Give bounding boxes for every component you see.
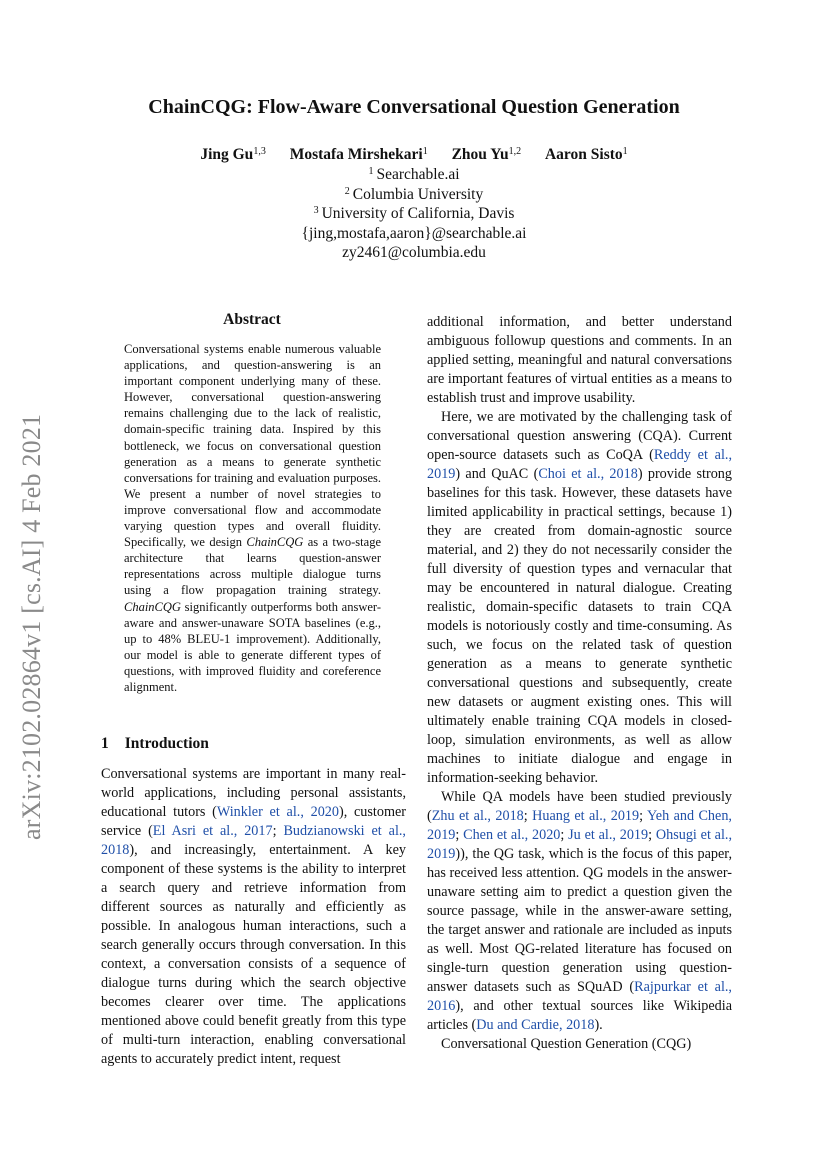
citation-link[interactable]: Du and Cardie, 2018 bbox=[476, 1017, 595, 1033]
citation-link[interactable]: Ohsugi et al., 2019 bbox=[427, 827, 733, 862]
citation-link[interactable]: El Asri et al., 2017 bbox=[152, 823, 273, 839]
author: Mostafa Mirshekari$^1$ bbox=[289, 146, 428, 163]
intro-paragraph: Conversational systems are important in many real-world applications, including personal assistants, educational tutors (Winkler et al., 2020), customer service (El Asri et al., 2017; Budzianowski et al., 2018), and increasingly, entertainment. A key component of these systems is the ability to interpret a search query and retrieve information from different sources as naturally and efficiently as possible. In analogous human interactions, such a search generally occurs through conversation. In this context, a conversation consists of a sequence of dialogue turns during which the search objective becomes clearer over time. The applications mentioned above could benefit greatly from this type of multi-turn interaction, enabling conversational agents to accurately predict intent, request bbox=[101, 766, 406, 1067]
author: Aaron Sisto$^1$ bbox=[544, 146, 628, 163]
paragraph: additional information, and better understand ambiguous followup questions and comments. In an applied setting, meaningful and natural conversations are important features of virtual entities as a means to establish trust and improve usability. bbox=[427, 314, 732, 406]
citation-link[interactable]: Winkler et al., 2020 bbox=[216, 804, 339, 820]
citation-link[interactable]: Rajpurkar et al., 2016 bbox=[427, 979, 732, 1014]
paragraph: Conversational Question Generation (CQG) bbox=[441, 1036, 692, 1052]
citation-link[interactable]: Budzianowski et al., 2018 bbox=[101, 823, 406, 858]
paper-title: ChainCQG: Flow-Aware Conversational Question Generation bbox=[148, 96, 680, 118]
citation-link[interactable]: Yeh and Chen, 2019 bbox=[427, 808, 732, 843]
author-list bbox=[0, 145, 828, 165]
abstract-body: Conversational systems enable numerous valuable applications, and question-answering is an important component underlying many of these. However, conversational question-answering remains challenging due to the lack of realistic, domain-specific training data. Inspired by this bottleneck, we focus on conversational question generation as a means to generate synthetic conversations for training and evaluation purposes. We present a number of novel strategies to improve conversational flow and accommodate varying question types and overall fluidity. Specifically, we design ChainCQG as a two-stage architecture that learns question-answer representations across multiple dialogue turns using a flow propagation training strategy. ChainCQG significantly outperforms both answer-aware and answer-unaware SOTA baselines (e.g., up to 48% BLEU-1 improvement). Additionally, our model is able to generate different types of questions, with improved fluidity and coreference alignment. bbox=[124, 342, 381, 694]
affiliation: $^1$ Searchable.ai bbox=[368, 166, 460, 183]
abstract-heading: Abstract bbox=[223, 311, 281, 328]
section-heading: 1 Introduction bbox=[101, 735, 209, 752]
affiliation: $^3$ University of California, Davis bbox=[313, 205, 515, 222]
email: zy2461@columbia.edu bbox=[342, 244, 486, 261]
affiliation: $^2$ Columbia University bbox=[344, 185, 484, 203]
affiliations bbox=[0, 165, 828, 263]
author: Zhou Yu$^{1,2}$ bbox=[451, 146, 522, 163]
citation-link[interactable]: Ju et al., 2019 bbox=[568, 827, 649, 843]
paragraph: While QA models have been studied previously (Zhu et al., 2018; Huang et al., 2019; Yeh and Chen, 2019; Chen et al., 2020; Ju et al., 2019; Ohsugi et al., 2019)), the QG task, which is the focus of this paper, has received less attention. QG models in the answer-unaware setting aim to predict a question given the source passage, while in the answer-aware setting, the target answer and rationale are included as inputs as well. Most QG-related literature has focused on single-turn question generation using question-answer datasets such as SQuAD (Rajpurkar et al., 2016), and other textual sources like Wikipedia articles (Du and Cardie, 2018). bbox=[427, 789, 733, 1033]
paragraph: Here, we are motivated by the challenging task of conversational question answering (CQA). Current open-source datasets such as CoQA (Reddy et al., 2019) and QuAC (Choi et al., 2018) provide strong baselines for this task. However, these datasets have limited applicability in practical settings, because 1) they are created from domain-agnostic source material, and 2) they do not necessarily consider the full diversity of question types and vernacular that may be encountered in natural dialogue. Creating realistic, domain-specific datasets to train CQA models is notoriously costly and time-consuming. As such, we focus on the related task of question generation as a means to generate synthetic conversational questions and subsequently, create new datasets or augment existing ones. This will ultimately enable training CQA models in closed-loop, simulation environments, as well as allow machines to initiate dialogue and engage in information-seeking behavior. bbox=[427, 409, 732, 786]
citation-link[interactable]: Choi et al., 2018 bbox=[538, 466, 638, 482]
right-column bbox=[427, 313, 732, 1054]
citation-link[interactable]: Chen et al., 2020 bbox=[463, 827, 561, 843]
citation-link[interactable]: Zhu et al., 2018 bbox=[431, 808, 524, 824]
arxiv-identifier: arXiv:2102.02864v1 [cs.AI] 4 Feb 2021 bbox=[17, 413, 46, 840]
citation-link[interactable]: Huang et al., 2019 bbox=[532, 808, 640, 824]
email: {jing,mostafa,aaron}@searchable.ai bbox=[301, 224, 527, 242]
author: Jing Gu$^{1,3}$ bbox=[200, 146, 266, 163]
citation-link[interactable]: Reddy et al., 2019 bbox=[427, 447, 732, 482]
